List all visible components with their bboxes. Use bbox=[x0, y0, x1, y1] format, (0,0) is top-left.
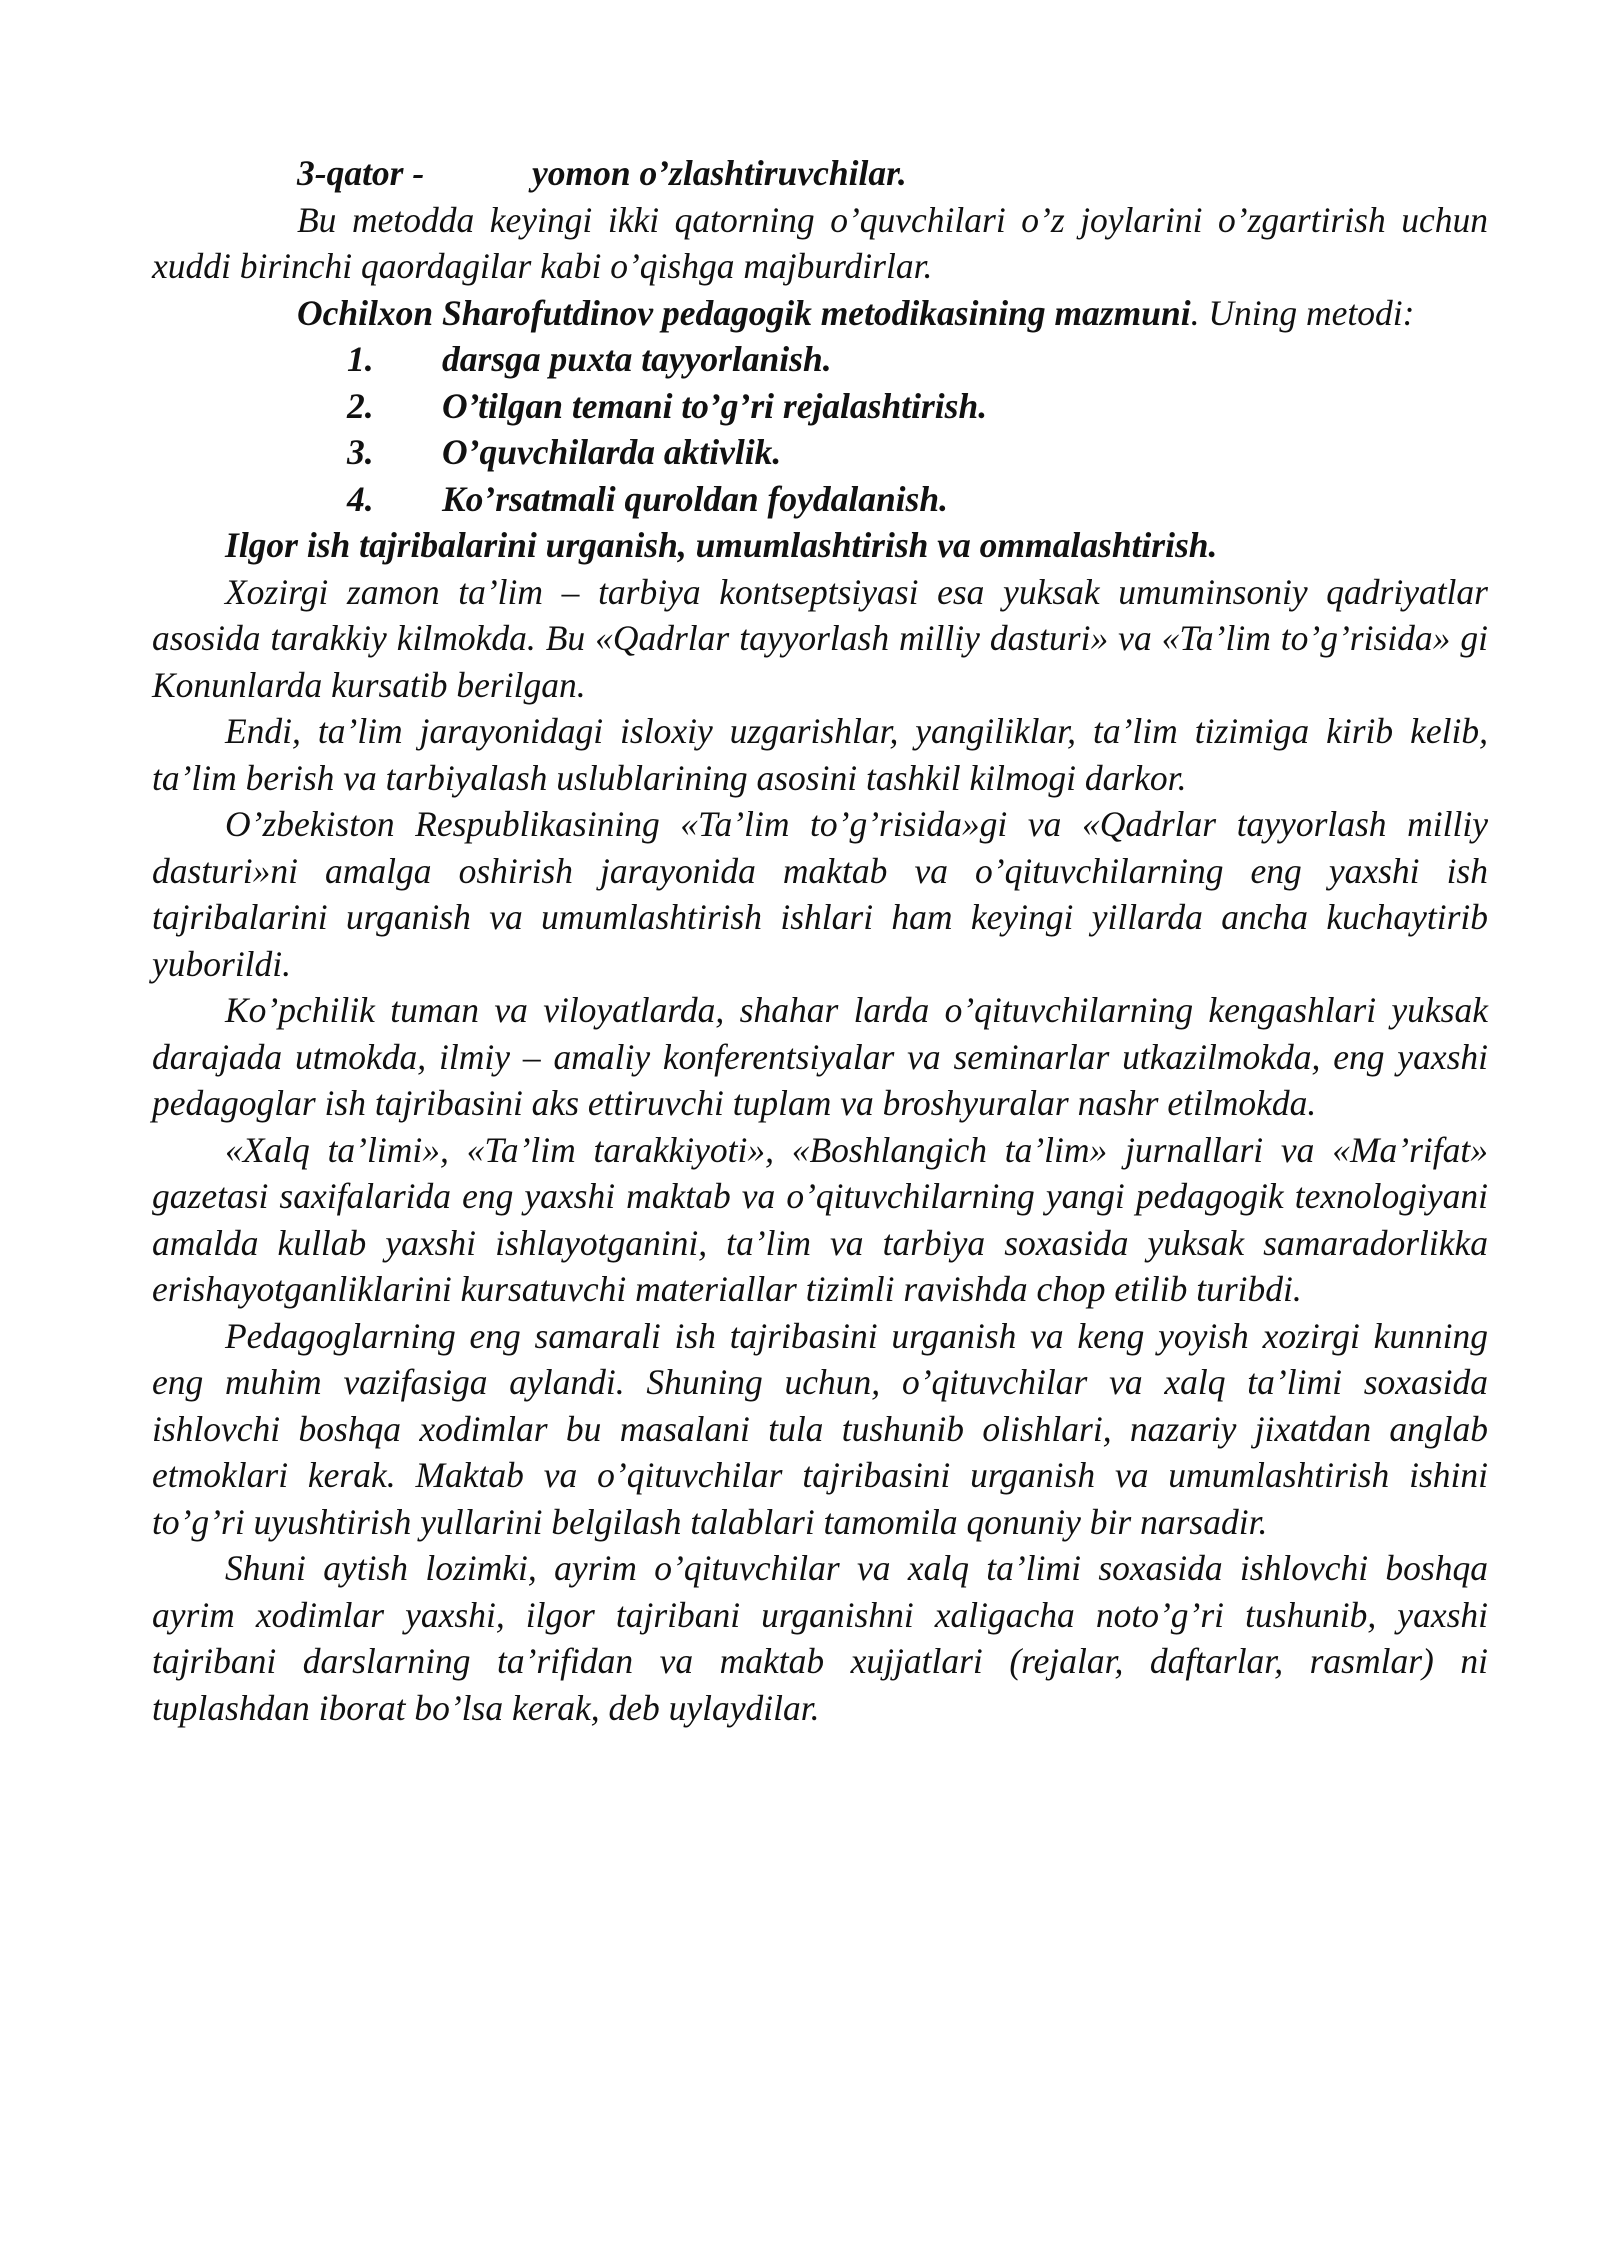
row-description: yomon o’zlashtiruvchilar. bbox=[532, 153, 907, 193]
body-paragraph: Xozirgi zamon ta’lim – tarbiya kontseptsiyasi esa yuksak umuminsoniy qadriyatlar asosida tarakkiy kilmokda. Bu «Qadrlar tayyorlash milliy dasturi» va «Ta’lim to’g’risida» gi Konunlarda kursatib berilgan. bbox=[152, 571, 1488, 705]
method-heading-title: Ochilxon Sharofutdinov pedagogik metodikasining mazmuni bbox=[297, 292, 1191, 333]
body-paragraph: O’zbekiston Respublikasining «Ta’lim to’g’risida»gi va «Qadrlar tayyorlash milliy dasturi»ni amalga oshirish jarayonida maktab va o’qituvchilarning eng yaxshi ish tajribalarini urganish va umumlashtirish ishlari ham keyingi yillarda ancha kuchaytirib yuborildi. bbox=[152, 804, 1488, 984]
list-item-number: 4. bbox=[347, 478, 374, 519]
body-paragraph: Pedagoglarning eng samarali ish tajribasini urganish va keng yoyish xozirgi kunning eng muhim vazifasiga aylandi. Shuning uchun, o’qituvchilar va xalq ta’limi soxasida ishlovchi boshqa xodimlar bu masalani tula tushunib olishlari, nazariy jixatdan anglab etmoklari kerak. Maktab va o’qituvchilar tajribasini urganish va umumlashtirish ishini to’g’ri uyushtirish yullarini belgilash talablari tamomila qonuniy bir narsadir. bbox=[152, 1315, 1488, 1542]
method-explanation-paragraph: Bu metodda keyingi ikki qatorning o’quvchilari o’z joylarini o’zgartirish uchun xuddi birinchi qaordagilar kabi o’qishga majburdirlar. bbox=[152, 199, 1488, 286]
list-item-text: darsga puxta tayyorlanish. bbox=[442, 339, 832, 379]
list-item-number: 2. bbox=[347, 385, 374, 426]
list-item-text: Ko’rsatmali quroldan foydalanish. bbox=[442, 478, 948, 519]
body-paragraph: Shuni aytish lozimki, ayrim o’qituvchilar va xalq ta’limi soxasida ishlovchi boshqa ayrim xodimlar yaxshi, ilgor tajribani urganishni xaligacha noto’g’ri tushunib, yaxshi tajribani darslarning ta’rifidan va maktab xujjatlari (rejalar, daftarlar, rasmlar) ni tuplashdan iborat bo’lsa kerak, deb uylaydilar. bbox=[152, 1548, 1488, 1728]
list-item-text: O’quvchilarda aktivlik. bbox=[442, 432, 782, 472]
method-heading bbox=[152, 290, 1488, 337]
document-page bbox=[152, 150, 1488, 1731]
list-item bbox=[152, 336, 1488, 383]
list-item-text: O’tilgan temani to’g’ri rejalashtirish. bbox=[442, 385, 988, 426]
list-item-number: 1. bbox=[347, 339, 374, 379]
body-paragraph: Ko’pchilik tuman va viloyatlarda, shahar larda o’qituvchilarning kengashlari yuksak darajada utmokda, ilmiy – amaliy konferentsiyalar va seminarlar utkazilmokda, eng yaxshi pedagoglar ish tajribasini aks ettiruvchi tuplam va broshyuralar nashr etilmokda. bbox=[152, 990, 1488, 1123]
list-item-number: 3. bbox=[347, 432, 374, 472]
body-paragraph: Endi, ta’lim jarayonidagi isloxiy uzgarishlar, yangiliklar, ta’lim tizimiga kirib kelib, ta’lim berish va tarbiyalash uslublarining asosini tashkil kilmogi darkor. bbox=[152, 711, 1488, 798]
method-list bbox=[152, 336, 1488, 522]
list-item bbox=[152, 476, 1488, 523]
row-number: 3-qator - bbox=[297, 153, 425, 193]
section-title: Ilgor ish tajribalarini urganish, umumlashtirish va ommalashtirish. bbox=[225, 525, 1218, 565]
method-heading-rest: . Uning metodi: bbox=[1190, 292, 1415, 333]
list-item bbox=[152, 383, 1488, 430]
list-item bbox=[152, 429, 1488, 476]
row-3-line bbox=[152, 150, 1488, 197]
body-paragraph: «Xalq ta’limi», «Ta’lim tarakkiyoti», «Boshlangich ta’lim» jurnallari va «Ma’rifat» gazetasi saxifalarida eng yaxshi maktab va o’qituvchilarning yangi pedagogik texnologiyani amalda kullab yaxshi ishlayotganini, ta’lim va tarbiya soxasida yuksak samaradorlikka erishayotganliklarini kursatuvchi materiallar tizimli ravishda chop etilib turibdi. bbox=[152, 1129, 1488, 1309]
